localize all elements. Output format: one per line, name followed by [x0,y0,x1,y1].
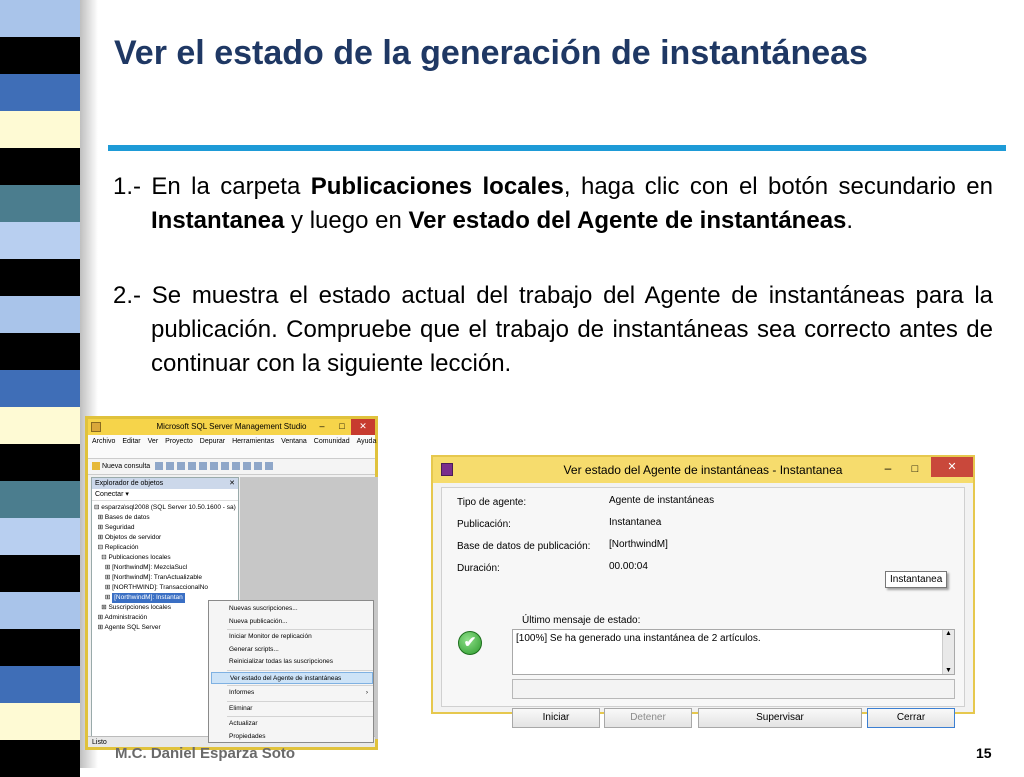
page-number: 15 [976,745,992,761]
duration-label: Duración: [457,563,500,574]
stripe-block [0,481,80,518]
last-status-message-text: [100%] Se ha generado una instantánea de 2 artículos. [516,633,761,644]
menu-item-launch-monitor[interactable]: Iniciar Monitor de replicación [229,633,312,640]
tree-node-label: ⊟ esparza\sql2008 (SQL Server 10.50.1600 - sa) [94,504,236,511]
menu-item-reports[interactable] [229,687,373,700]
close-button[interactable]: Cerrar [867,708,955,728]
dialog-title-text: Ver estado del Agente de instantáneas - Instantanea [563,463,843,477]
slide-title: Ver el estado de la generación de instantáneas [114,34,868,72]
menu-separator [227,670,373,671]
dialog-body [441,487,965,723]
step-1-lead: 1.- En la carpeta [113,173,311,200]
stripe-block [0,407,80,444]
stripe-block [0,444,80,481]
stripe-block [0,185,80,222]
open-file-icon[interactable] [199,462,207,470]
step-1-end: . [846,207,854,234]
stripe-block [0,37,80,74]
new-query-icon [92,462,100,470]
ssms-minimize-button[interactable]: – [319,421,325,431]
stripe-block [0,703,80,740]
tree-node[interactable] [94,553,238,563]
tree-node[interactable] [94,573,238,583]
ssms-toolbar [88,459,375,475]
tree-node-label: ⊞ Seguridad [94,524,135,531]
ssms-menu-item[interactable]: Proyecto [165,438,193,445]
snapshot-agent-status-dialog [431,455,975,723]
stripe-block [0,74,80,111]
stop-button[interactable]: Detener [604,708,692,728]
publication-value: Instantanea [609,517,662,528]
stripe-block [0,518,80,555]
toolbar-icon[interactable] [232,462,240,470]
ssms-close-button[interactable]: ✕ [351,419,375,435]
ssms-title-bar [88,419,375,435]
tree-node-label: ⊞ Objetos de servidor [94,534,162,541]
stripe-block [0,555,80,592]
stripe-block [0,222,80,259]
stripe-block [0,111,80,148]
footer-author: M.C. Daniel Esparza Soto [115,745,296,762]
stripe-block [0,592,80,629]
ssms-menu-bar [88,435,375,459]
ssms-menu-item[interactable]: Ventana [281,438,307,445]
dialog-title-bar [433,457,973,483]
ssms-menu-item[interactable]: Editar [122,438,141,445]
stripe-block [0,148,80,185]
menu-item-reinitialize-subscriptions[interactable]: Reinicializar todas las suscripciones [229,658,334,665]
tree-node[interactable] [94,543,238,553]
menu-item-refresh[interactable]: Actualizar [229,720,258,727]
context-menu [208,600,374,743]
success-check-icon: ✔ [458,631,482,655]
ssms-menu-item[interactable]: Archivo [92,438,116,445]
decorative-stripe [0,0,80,768]
status-progress-box [512,679,955,699]
toolbar-icon[interactable] [243,462,251,470]
tree-node[interactable] [94,513,238,523]
save-icon[interactable] [210,462,218,470]
tree-node[interactable] [94,523,238,533]
stripe-block [0,333,80,370]
menu-separator [227,701,373,702]
ssms-menu-item[interactable]: Herramientas [232,438,275,445]
submenu-arrow-icon: › [365,689,368,696]
ssms-maximize-button[interactable]: □ [339,421,345,431]
publication-database-value: [NorthwindM] [609,539,668,550]
stripe-block [0,0,80,37]
tree-node[interactable]: ⊞ Agente SQL Server [94,624,161,631]
step-2-text: 2.- Se muestra el estado actual del trabajo del Agente de instantáneas para la publicación. Compruebe que el trabajo de instantáneas sea correcto antes de continuar con la siguiente lección. [113,282,993,377]
step-1-text [113,170,993,238]
tree-node[interactable] [94,563,238,573]
step-1-bold-command: Ver estado del Agente de instantáneas [408,207,847,234]
agent-type-value: Agente de instantáneas [609,495,715,506]
ssms-menu-item[interactable]: Ver [147,438,159,445]
toolbar-icon[interactable] [254,462,262,470]
tree-node[interactable]: ⊞ Administración [94,614,148,621]
menu-separator [227,685,373,686]
ssms-menu-item[interactable]: Depurar [199,438,226,445]
object-explorer-title: Explorador de objetos [95,480,164,487]
menu-item-reports-label: Informes [229,689,255,696]
tree-node[interactable] [94,533,238,543]
publication-label: Publicación: [457,519,511,530]
stripe-block [0,370,80,407]
tree-node-label: ⊞ [NorthwindM]: TranActualizable [94,574,203,581]
toolbar-icon[interactable] [155,462,163,470]
object-explorer-header [92,478,238,489]
start-button[interactable]: Iniciar [512,708,600,728]
scroll-up-icon[interactable]: ▲ [945,630,952,637]
tree-node-label: ⊞ [94,594,113,601]
new-query-button[interactable]: Nueva consulta [101,463,151,470]
menu-item-view-snapshot-agent-status[interactable]: Ver estado del Agente de instantáneas [211,672,373,685]
dialog-close-button[interactable]: ✕ [931,457,973,477]
menu-item-delete[interactable]: Eliminar [229,704,253,712]
stripe-block [0,666,80,703]
tree-node[interactable] [94,503,238,513]
last-status-message-box [512,629,955,675]
toolbar-icon[interactable] [177,462,185,470]
dialog-maximize-button[interactable]: □ [911,463,919,475]
menu-item-generate-scripts[interactable]: Generar scripts... [229,645,279,653]
menu-item-new-publication[interactable]: Nueva publicación... [229,617,288,625]
message-scrollbar[interactable] [942,630,954,674]
ssms-menu-item[interactable]: Ayuda [356,438,377,445]
ssms-status-bar: Listo [88,736,375,747]
dialog-minimize-button[interactable]: – [884,461,892,475]
tree-node-label: ⊟ Publicaciones locales [94,554,171,561]
stripe-block [0,296,80,333]
object-explorer-close-icon[interactable]: ✕ [229,480,235,487]
menu-item-new-subscriptions[interactable]: Nuevas suscripciones... [229,605,298,612]
ssms-app-icon [91,422,101,432]
save-all-icon[interactable] [221,462,229,470]
stripe-block [0,740,80,777]
monitor-button[interactable]: Supervisar [698,708,862,728]
step-1-bold-folder: Publicaciones locales [310,173,564,200]
tree-node-selected[interactable]: [NorthwindM]: Instantan [114,594,183,601]
step-1-mid2: y luego en [284,207,409,234]
scroll-down-icon[interactable]: ▼ [945,667,952,674]
tree-node-label: ⊞ [NORTHWIND]: TransaccionalNo [94,584,209,591]
duration-value: 00.00:04 [609,561,648,572]
step-1-mid: , haga clic con el botón secundario en [563,173,994,200]
tooltip: Instantanea [885,571,947,588]
menu-separator [227,629,373,630]
menu-item-properties[interactable]: Propiedades [229,732,266,740]
ssms-title-text: Microsoft SQL Server Management Studio [156,422,307,431]
ssms-menu-item[interactable]: Comunidad [313,438,350,445]
title-underline [108,145,1006,151]
agent-type-label: Tipo de agente: [457,497,527,508]
tree-node[interactable]: ⊞ Suscripciones locales [94,604,171,611]
tree-node-label: ⊞ Bases de datos [94,514,150,521]
dialog-app-icon [441,463,453,476]
publication-database-label: Base de datos de publicación: [457,541,591,552]
tree-node[interactable] [94,583,238,593]
step-1-bold-item: Instantanea [151,207,285,234]
tree-node-label: ⊞ [NorthwindM]: MezclaSucl [94,564,188,571]
connect-dropdown[interactable]: Conectar ▾ [95,491,129,498]
menu-separator [227,716,373,717]
stripe-block [0,629,80,666]
object-explorer-toolbar [92,489,238,501]
last-status-message-label: Último mensaje de estado: [522,615,641,626]
toolbar-icon[interactable] [265,462,273,470]
tree-node-label: ⊟ Replicación [94,544,139,551]
toolbar-icon[interactable] [188,462,196,470]
stripe-block [0,259,80,296]
toolbar-icon[interactable] [166,462,174,470]
